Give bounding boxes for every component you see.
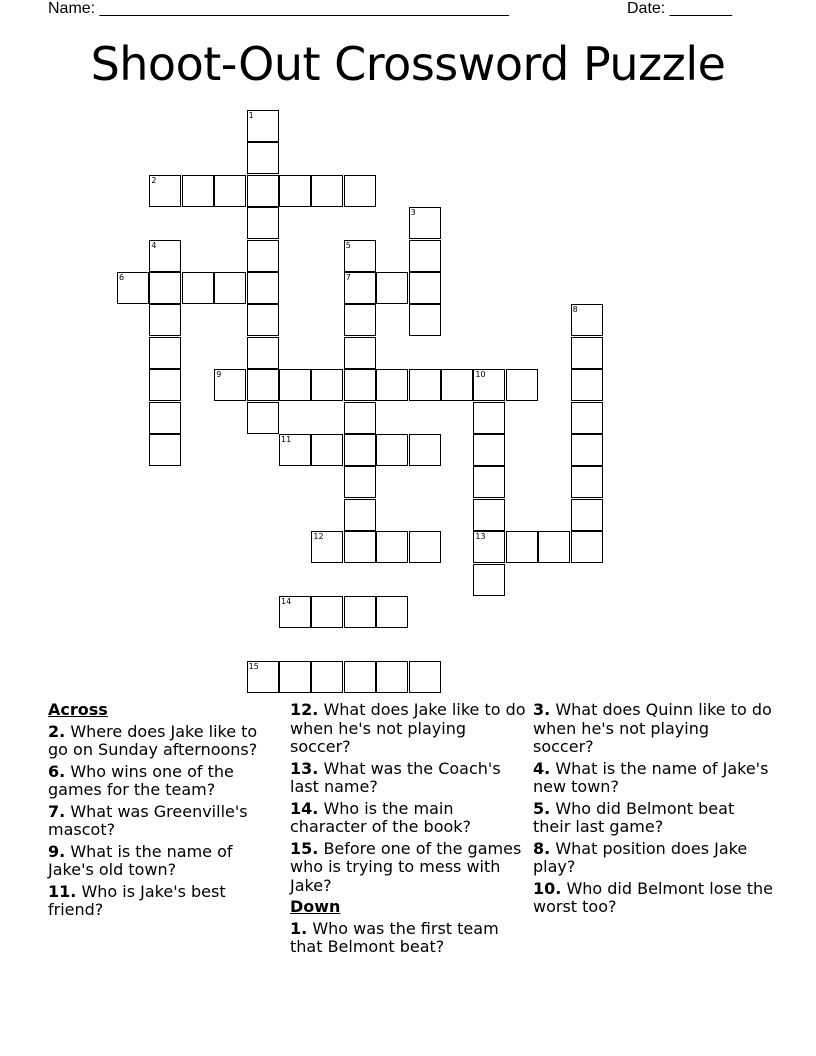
clue-down-8: 8. What position does Jake play? [533,838,748,876]
across-heading: Across [48,700,108,719]
name-field-line[interactable]: Name: ______________________________________________ [48,0,509,17]
grid-cell[interactable] [247,142,279,174]
grid-cell[interactable] [182,272,214,304]
grid-cell[interactable] [344,304,376,336]
grid-cell[interactable] [247,240,279,272]
clues-column-2 [290,701,530,960]
grid-cell[interactable] [344,337,376,369]
grid-cell[interactable] [506,369,538,401]
grid-cell[interactable] [538,531,570,563]
clue-number: 4 [151,240,157,250]
clue-across-12: 12. What does Jake like to do when he's not playing soccer? [290,700,526,756]
grid-cell[interactable] [571,531,603,563]
grid-cell[interactable] [473,369,505,401]
grid-cell[interactable] [149,240,181,272]
grid-cell[interactable] [344,272,376,304]
grid-cell[interactable] [571,337,603,369]
grid-cell[interactable] [344,369,376,401]
grid-cell[interactable] [149,304,181,336]
grid-cell[interactable] [571,434,603,466]
down-heading: Down [290,897,341,916]
clue-number: 14 [281,597,292,606]
grid-cell[interactable] [376,531,408,563]
grid-cell[interactable] [311,369,343,401]
grid-cell[interactable] [571,466,603,498]
grid-cell[interactable] [279,596,311,628]
grid-cell[interactable] [409,434,441,466]
clue-number: 9 [216,370,222,380]
grid-cell[interactable] [247,337,279,369]
grid-cell[interactable] [279,434,311,466]
grid-cell[interactable] [214,272,246,304]
grid-cell[interactable] [279,661,311,693]
clues-column-3 [533,701,773,920]
grid-cell[interactable] [409,531,441,563]
grid-cell[interactable] [441,369,473,401]
clue-number: 7 [345,273,351,282]
grid-cell[interactable] [344,466,376,498]
grid-cell[interactable] [344,240,376,272]
grid-cell[interactable] [571,369,603,401]
clue-across-2: 2. Where does Jake like to go on Sunday afternoons? [48,721,258,759]
grid-cell[interactable] [473,402,505,434]
clue-across-6: 6. Who wins one of the games for the team? [48,761,234,799]
grid-cell[interactable] [247,369,279,401]
clue-number: 1 [248,111,254,120]
grid-cell[interactable] [376,369,408,401]
grid-cell[interactable] [149,272,181,304]
grid-cell[interactable] [473,434,505,466]
clue-number: 11 [281,435,292,444]
grid-cell[interactable] [409,272,441,304]
grid-cell[interactable] [571,402,603,434]
grid-cell[interactable] [149,369,181,401]
grid-cell[interactable] [182,175,214,207]
clue-across-7: 7. What was Greenville's mascot? [48,801,248,839]
grid-cell[interactable] [344,531,376,563]
grid-cell[interactable] [311,434,343,466]
clue-across-14: 14. Who is the main character of the book? [290,798,472,836]
date-field-line[interactable]: Date: _______ [627,0,732,17]
grid-cell[interactable] [376,596,408,628]
clue-number: 12 [313,532,324,542]
grid-cell[interactable] [571,499,603,531]
grid-cell[interactable] [149,402,181,434]
grid-cell[interactable] [571,304,603,336]
grid-cell[interactable] [247,175,279,207]
grid-cell[interactable] [247,402,279,434]
clue-down-1: 1. Who was the first team that Belmont beat? [290,918,499,956]
grid-cell[interactable] [214,369,246,401]
grid-cell[interactable] [311,531,343,563]
clue-down-5: 5. Who did Belmont beat their last game? [533,798,735,836]
grid-cell[interactable] [311,661,343,693]
grid-cell[interactable] [149,175,181,207]
clue-number: 15 [248,661,259,671]
clue-across-9: 9. What is the name of Jake's old town? [48,841,233,879]
grid-cell[interactable] [473,466,505,498]
grid-cell[interactable] [344,499,376,531]
grid-cell[interactable] [247,661,279,693]
grid-cell[interactable] [149,434,181,466]
clue-number: 6 [119,273,125,282]
clues-column-1 [48,701,273,923]
grid-cell[interactable] [344,434,376,466]
page-title: Shoot-Out Crossword Puzzle [90,37,726,91]
grid-cell[interactable] [247,304,279,336]
grid-cell[interactable] [149,337,181,369]
grid-cell[interactable] [279,369,311,401]
grid-cell[interactable] [344,402,376,434]
grid-cell[interactable] [473,499,505,531]
grid-cell[interactable] [409,240,441,272]
grid-cell[interactable] [311,175,343,207]
grid-cell[interactable] [247,110,279,142]
grid-cell[interactable] [344,175,376,207]
clue-number: 13 [475,532,486,542]
grid-cell[interactable] [409,207,441,239]
clue-number: 3 [410,208,416,218]
grid-cell[interactable] [473,531,505,563]
grid-cell[interactable] [376,434,408,466]
grid-cell[interactable] [376,272,408,304]
clue-down-3: 3. What does Quinn like to do when he's not playing soccer? [533,700,772,756]
clue-number: 2 [151,175,157,185]
grid-cell[interactable] [409,369,441,401]
grid-cell[interactable] [247,207,279,239]
clue-down-10: 10. Who did Belmont lose the worst too? [533,878,774,916]
grid-cell[interactable] [409,304,441,336]
grid-cell[interactable] [279,175,311,207]
grid-cell[interactable] [409,661,441,693]
grid-cell[interactable] [506,531,538,563]
clue-number: 8 [572,305,578,315]
grid-cell[interactable] [214,175,246,207]
clue-across-13: 13. What was the Coach's last name? [290,758,501,796]
clue-down-4: 4. What is the name of Jake's new town? [533,758,769,796]
clue-number: 10 [475,370,486,380]
grid-cell[interactable] [247,272,279,304]
clue-across-15: 15. Before one of the games who is trying to mess with Jake? [290,838,522,895]
grid-cell[interactable] [344,596,376,628]
grid-cell[interactable] [344,661,376,693]
grid-cell[interactable] [117,272,149,304]
grid-cell[interactable] [311,596,343,628]
clue-across-11: 11. Who is Jake's best friend? [48,881,226,919]
clue-number: 5 [345,240,351,250]
grid-cell[interactable] [473,564,505,596]
grid-cell[interactable] [376,661,408,693]
